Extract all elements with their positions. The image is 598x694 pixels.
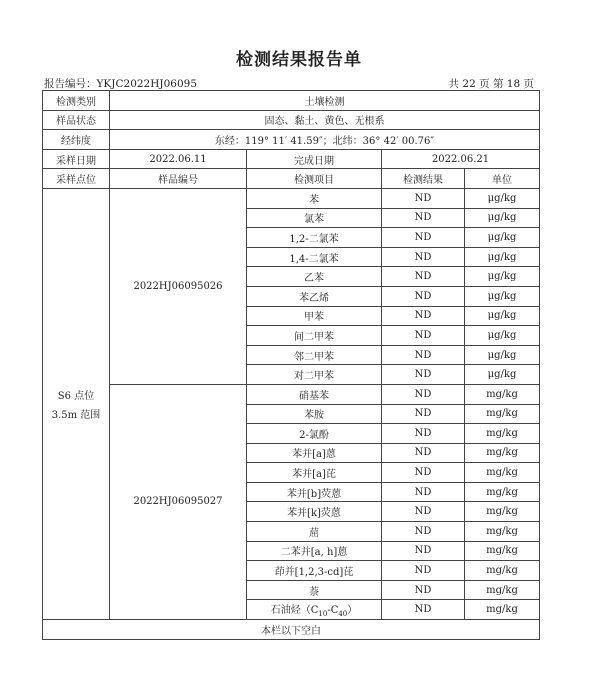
item-result: ND [382,482,465,502]
item-name: 苯并[k]荧蒽 [247,502,382,522]
item-name: 苯并[b]荧蒽 [247,482,382,502]
item-result: ND [382,384,465,404]
item-name: 苯并[a]蒽 [247,443,382,463]
sampling-point-cell [43,188,110,619]
item-name: 对二甲苯 [247,365,382,385]
header-item: 检测项目 [247,169,382,189]
item-result: ND [382,306,465,326]
item-result: ND [382,345,465,365]
item-name: 苯乙烯 [247,286,382,306]
item-unit: mg/kg [465,561,540,581]
item-result: ND [382,267,465,287]
item-result: ND [382,580,465,600]
note-row [43,620,540,640]
item-unit: μg/kg [465,267,540,287]
item-name: 1,4-二氯苯 [247,247,382,267]
item-name: 1,2-二氯苯 [247,228,382,248]
point-range: 3.5m 范围 [51,410,101,421]
item-unit: mg/kg [465,404,540,424]
label-coordinates: 经纬度 [43,130,110,150]
item-result: ND [382,286,465,306]
page-info: 共 22 页 第 18 页 [448,78,534,90]
item-unit: μg/kg [465,365,540,385]
item-result: ND [382,541,465,561]
row-category [43,91,540,111]
item-name: 苯胺 [247,404,382,424]
item-name: 苯并[a]芘 [247,463,382,483]
item-result: ND [382,463,465,483]
item-unit: mg/kg [465,443,540,463]
point-name: S6 点位 [57,391,95,402]
value-category: 土壤检测 [110,91,540,111]
item-result: ND [382,424,465,444]
item-unit: mg/kg [465,384,540,404]
item-name [247,600,382,620]
header-result: 检测结果 [382,169,465,189]
header-sample-id: 样品编号 [110,169,247,189]
item-unit: μg/kg [465,188,540,208]
item-unit: μg/kg [465,326,540,346]
label-complete-date: 完成日期 [247,149,382,169]
item-unit: mg/kg [465,522,540,542]
item-unit: mg/kg [465,482,540,502]
value-complete-date: 2022.06.21 [382,149,540,169]
result-row [43,188,540,208]
label-sampling-date: 采样日期 [43,149,110,169]
item-result: ND [382,600,465,620]
row-coordinates [43,130,540,150]
footer-note: 本栏以下空白 [43,620,540,640]
item-name: 茚并[1,2,3-cd]芘 [247,561,382,581]
item-unit: mg/kg [465,463,540,483]
item-name: 氯苯 [247,208,382,228]
item-name: 间二甲苯 [247,326,382,346]
header-row [43,169,540,189]
item-unit: μg/kg [465,228,540,248]
item-name: 䓛 [247,522,382,542]
item-result: ND [382,188,465,208]
item-unit: mg/kg [465,502,540,522]
sample-id-cell: 2022HJ06095026 [110,188,247,384]
report-title: 检测结果报告单 [236,50,362,70]
item-result: ND [382,522,465,542]
item-unit: mg/kg [465,600,540,620]
item-name: 萘 [247,580,382,600]
item-name: 2-氯酚 [247,424,382,444]
item-result: ND [382,326,465,346]
item-unit: μg/kg [465,247,540,267]
item-name: 乙苯 [247,267,382,287]
label-sample-state: 样品状态 [43,110,110,130]
item-name-part: -C [327,605,339,617]
item-name: 甲苯 [247,306,382,326]
item-name-part: 10 [318,610,328,619]
item-unit: mg/kg [465,424,540,444]
value-sampling-date: 2022.06.11 [110,149,247,169]
row-sample-state [43,110,540,130]
item-result: ND [382,365,465,385]
item-unit: mg/kg [465,580,540,600]
item-name: 硝基苯 [247,384,382,404]
item-name-part: 石油烃（C [270,605,319,617]
item-unit: μg/kg [465,306,540,326]
item-result: ND [382,208,465,228]
item-result: ND [382,247,465,267]
item-name: 邻二甲苯 [247,345,382,365]
header-point: 采样点位 [43,169,110,189]
item-result: ND [382,404,465,424]
result-row [43,384,540,404]
item-unit: μg/kg [465,345,540,365]
item-name: 苯 [247,188,382,208]
sample-id-cell: 2022HJ06095027 [110,384,247,619]
item-unit: μg/kg [465,286,540,306]
label-category: 检测类别 [43,91,110,111]
results-table [42,90,540,640]
item-name-part: ） [347,605,358,617]
header-unit: 单位 [465,169,540,189]
value-coordinates: 东经：119° 11′ 41.59″；北纬：36° 42′ 00.76″ [110,130,540,150]
value-sample-state: 固态、黏土、黄色、无根系 [110,110,540,130]
report-number: 报告编号：YKJC2022HJ06095 [44,78,198,90]
item-name-part: 40 [338,610,348,619]
item-unit: mg/kg [465,541,540,561]
item-result: ND [382,502,465,522]
item-unit: μg/kg [465,208,540,228]
item-result: ND [382,561,465,581]
item-result: ND [382,228,465,248]
item-result: ND [382,443,465,463]
row-sampling-date [43,149,540,169]
item-name: 二苯并[a, h]蒽 [247,541,382,561]
